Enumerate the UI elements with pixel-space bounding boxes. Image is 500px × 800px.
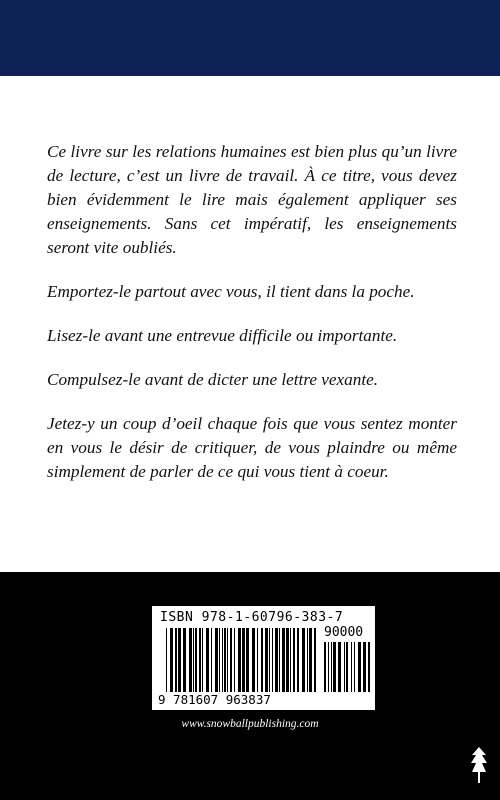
- barcode-bar: [293, 628, 295, 692]
- barcode-bar: [189, 628, 192, 692]
- barcode-bar: [206, 628, 209, 692]
- barcode-bar: [202, 628, 203, 692]
- barcode-bar: [309, 628, 312, 692]
- barcode-bar: [183, 628, 186, 692]
- barcode-bar: [219, 628, 220, 692]
- barcode-bar: [246, 628, 249, 692]
- barcode-bar: [302, 628, 305, 692]
- barcode-bar: [331, 642, 332, 692]
- barcode-bar: [351, 642, 352, 692]
- barcode-bar: [215, 628, 218, 692]
- barcode-bar: [324, 642, 326, 692]
- paragraph-interview: Lisez-le avant une entrevue difficile ou importante.: [47, 326, 398, 345]
- price-code: 90000: [324, 625, 364, 640]
- barcode-bar: [269, 628, 270, 692]
- barcode-bar: [234, 628, 235, 692]
- barcode-bar: [257, 628, 258, 692]
- barcode-bar: [211, 628, 212, 692]
- barcode-bar: [230, 628, 232, 692]
- barcode-bar: [238, 628, 241, 692]
- barcode-bar: [178, 628, 181, 692]
- paragraph-intro: Ce livre sur les relations humaines est bien plus qu’un livre de lecture, c’est un livre de travail. À ce titre, vous devez bien évidemment le lire mais également appliquer ses enseignements. Sans cet impératif, les enseignements seront vite oubliés.: [47, 142, 457, 257]
- barcode-bar: [333, 642, 336, 692]
- top-color-band: [0, 0, 500, 76]
- barcode-bar: [275, 628, 278, 692]
- barcode-bar: [170, 628, 173, 692]
- barcode-bar: [224, 628, 226, 692]
- barcode-bar: [175, 628, 177, 692]
- barcode-bar: [272, 628, 273, 692]
- barcode-bar: [279, 628, 280, 692]
- barcode-bar: [195, 628, 197, 692]
- barcode-bar: [358, 642, 361, 692]
- barcode-bar: [199, 628, 201, 692]
- publisher-website: www.snowballpublishing.com: [181, 718, 319, 730]
- barcode-bar: [261, 628, 263, 692]
- isbn-barcode: [152, 606, 375, 710]
- barcode-bar: [252, 628, 255, 692]
- addon-barcode-bars: [324, 642, 370, 692]
- barcode-bar: [166, 628, 167, 692]
- back-cover-text: [47, 140, 457, 504]
- barcode-bar: [314, 628, 316, 692]
- barcode-bar: [265, 628, 268, 692]
- barcode-bar: [363, 642, 366, 692]
- paragraph-criticize: Jetez-y un coup d’oeil chaque fois que vous sentez monter en vous le désir de critiquer, de vous plaindre ou même simplement de parler de ce qui vous tient à coeur.: [47, 414, 457, 481]
- barcode-bar: [354, 642, 355, 692]
- barcode-bar: [297, 628, 299, 692]
- barcode-bar: [222, 628, 223, 692]
- barcode-bar: [290, 628, 291, 692]
- barcode-bar: [227, 628, 228, 692]
- barcode-bar: [338, 642, 341, 692]
- barcode-bars: [166, 628, 316, 692]
- paragraph-letter: Compulsez-le avant de dicter une lettre vexante.: [47, 370, 379, 389]
- barcode-bar: [242, 628, 245, 692]
- barcode-bar: [307, 628, 308, 692]
- isbn-label: ISBN 978-1-60796-383-7: [160, 610, 344, 625]
- barcode-bar: [282, 628, 285, 692]
- barcode-bar: [328, 642, 329, 692]
- paragraph-carry: Emportez-le partout avec vous, il tient dans la poche.: [47, 282, 415, 301]
- barcode-bar: [193, 628, 194, 692]
- barcode-bar: [344, 642, 345, 692]
- barcode-bar: [346, 642, 348, 692]
- publisher-logo-icon: [470, 745, 488, 787]
- ean-digits: 9 781607 963837: [158, 692, 271, 707]
- barcode-bar: [286, 628, 289, 692]
- barcode-bar: [368, 642, 370, 692]
